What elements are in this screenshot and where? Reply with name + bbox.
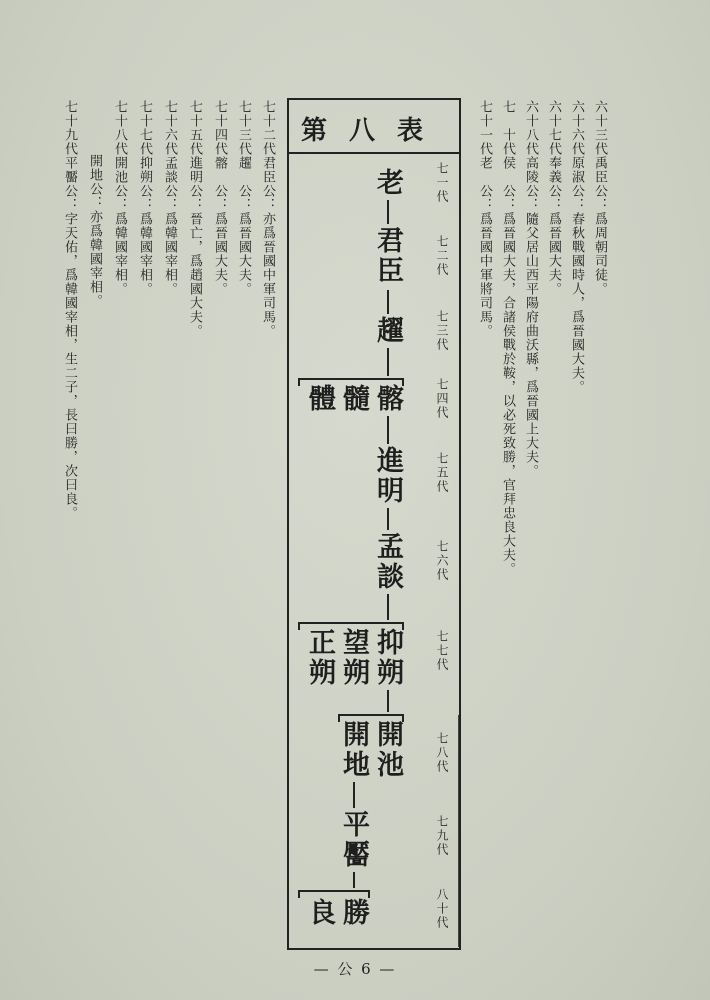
note-68: 六十八代高陵公：隨父居山西平陽府曲沃縣，爲晉國上大夫。 — [523, 100, 538, 478]
name-79: 平靨 — [338, 810, 369, 870]
page-number: — 公 6 — — [313, 960, 397, 978]
name-77-c: 正朔 — [304, 628, 335, 688]
bracket-74 — [298, 378, 402, 380]
bracket-80-tick-l — [298, 890, 300, 898]
note-74: 七十四代髂 公：爲晉國大夫。 — [212, 100, 227, 296]
note-76: 七十六代孟談公：爲韓國宰相。 — [162, 100, 177, 296]
gen-label-80: 八十代 — [435, 888, 449, 930]
name-73: 趯 — [372, 316, 403, 346]
note-73: 七十三代趯 公：爲晉國大夫。 — [236, 100, 251, 296]
name-74-main: 髂 — [372, 384, 403, 414]
link-78-79 — [353, 782, 355, 808]
name-74-b: 髓 — [338, 384, 369, 414]
name-80-b: 良 — [304, 898, 335, 928]
name-75: 進明 — [372, 446, 403, 506]
gen-label-76: 七六代 — [435, 540, 449, 582]
gen-label-78: 七八代 — [435, 732, 449, 774]
gen-label-79: 七九代 — [435, 815, 449, 857]
link-72-73 — [387, 290, 389, 314]
link-77-78 — [387, 690, 389, 712]
link-76-77 — [387, 594, 389, 620]
note-75: 七十五代進明公：晉亡，爲趙國大夫。 — [187, 100, 202, 338]
gen-label-72: 七二代 — [435, 235, 449, 277]
note-72: 七十二代君臣公：亦爲晉國中軍司馬。 — [260, 100, 275, 338]
link-74-75 — [387, 416, 389, 444]
note-79: 七十九代平靨公：字天佑，爲韓國宰相，生二子，長曰勝，次曰良。 — [62, 100, 77, 520]
bracket-74-tick-l — [298, 378, 300, 386]
note-71: 七十一代老 公：爲晉國中軍將司馬。 — [477, 100, 492, 338]
name-80-a: 勝 — [338, 898, 369, 928]
name-76: 孟談 — [372, 532, 403, 592]
name-77-b: 望朔 — [338, 628, 369, 688]
note-67: 六十七代奉義公：爲晉國大夫。 — [546, 100, 561, 296]
note-77: 七十七代抑朔公：爲韓國宰相。 — [137, 100, 152, 296]
link-79-80 — [353, 872, 355, 888]
gen-label-75: 七五代 — [435, 452, 449, 494]
note-78: 七十八代開池公：爲韓國宰相。 — [112, 100, 127, 296]
link-73-74 — [387, 348, 389, 376]
gen-label-77: 七七代 — [435, 630, 449, 672]
bracket-77-tick-l — [298, 622, 300, 630]
name-72: 君臣 — [372, 226, 403, 286]
gen-label-71: 七一代 — [435, 162, 449, 204]
bracket-80-tick-r — [368, 890, 370, 898]
name-71: 老 — [372, 168, 403, 198]
bracket-80 — [298, 890, 368, 892]
bracket-78 — [338, 714, 402, 716]
chart-frame-top — [287, 98, 459, 100]
chart-header-divider — [287, 152, 459, 154]
note-78b: 開地公：亦爲韓國宰相。 — [87, 154, 102, 308]
name-74-c: 體 — [304, 384, 335, 414]
note-63: 六十三代禹臣公：爲周朝司徒。 — [592, 100, 607, 296]
note-70: 七 十代侯 公：爲晉國大夫，合諸侯戰於鞍，以必死致勝，官拜忠良大夫。 — [500, 100, 515, 576]
name-78-a: 開池 — [372, 720, 403, 780]
note-66: 六十六代原淑公：春秋戰國時人，爲晉國大夫。 — [569, 100, 584, 394]
link-75-76 — [387, 508, 389, 530]
gen-label-73: 七三代 — [435, 310, 449, 352]
right-margin-line — [458, 715, 459, 947]
name-77-a: 抑朔 — [372, 628, 403, 688]
bracket-77 — [298, 622, 402, 624]
gen-label-74: 七四代 — [435, 378, 449, 420]
link-71-72 — [387, 200, 389, 224]
name-78-b: 開地 — [338, 720, 369, 780]
chart-title: 第八表 — [300, 116, 445, 146]
